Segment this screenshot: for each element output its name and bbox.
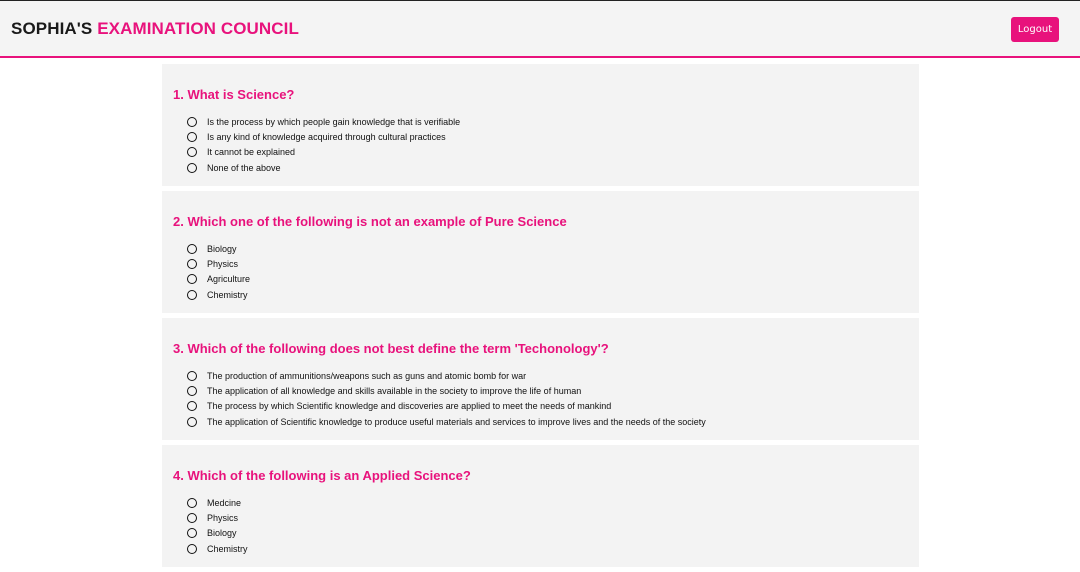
radio-button[interactable] (187, 259, 197, 269)
option-label: Biology (207, 243, 237, 254)
question-card (162, 318, 919, 440)
radio-button[interactable] (187, 132, 197, 142)
option-label: Agriculture (207, 274, 251, 285)
brand-owner: SOPHIA'S (11, 19, 93, 38)
radio-button[interactable] (187, 401, 197, 411)
radio-button[interactable] (187, 163, 197, 173)
option-label: It cannot be explained (207, 147, 296, 158)
answer-option[interactable] (173, 414, 919, 429)
option-label: The process by which Scientific knowledge and discoveries are applied to meet the needs of mankind (207, 401, 612, 412)
question-title: 1. What is Science? (173, 87, 295, 102)
radio-button[interactable] (187, 544, 197, 554)
answer-option[interactable] (173, 160, 919, 175)
answer-option[interactable] (173, 114, 919, 129)
answer-option[interactable] (173, 256, 919, 271)
site-title (11, 19, 299, 39)
question-card (162, 191, 919, 313)
answer-option[interactable] (173, 495, 919, 510)
question-list (162, 64, 919, 572)
question-card (162, 64, 919, 186)
brand-council: EXAMINATION COUNCIL (97, 19, 299, 38)
option-label: None of the above (207, 162, 281, 173)
option-label: The production of ammunitions/weapons such as guns and atomic bomb for war (207, 370, 527, 381)
answer-option[interactable] (173, 272, 919, 287)
option-label: Physics (207, 258, 239, 269)
question-card (162, 445, 919, 567)
radio-button[interactable] (187, 417, 197, 427)
answer-option[interactable] (173, 145, 919, 160)
answer-option[interactable] (173, 399, 919, 414)
answer-option[interactable] (173, 526, 919, 541)
answer-option[interactable] (173, 287, 919, 302)
radio-button[interactable] (187, 513, 197, 523)
option-label: Chemistry (207, 289, 248, 300)
question-title: 2. Which one of the following is not an example of Pure Science (173, 214, 567, 229)
option-label: The application of all knowledge and skills available in the society to improve the life of human (207, 385, 582, 396)
question-title: 3. Which of the following does not best define the term 'Techonology'? (173, 341, 609, 356)
option-label: Biology (207, 528, 237, 539)
radio-button[interactable] (187, 244, 197, 254)
radio-button[interactable] (187, 371, 197, 381)
radio-button[interactable] (187, 290, 197, 300)
answer-option[interactable] (173, 383, 919, 398)
option-label: Is any kind of knowledge acquired through cultural practices (207, 131, 446, 142)
answer-option[interactable] (173, 129, 919, 144)
app-header (0, 0, 1080, 58)
radio-button[interactable] (187, 386, 197, 396)
logout-button[interactable]: Logout (1011, 17, 1059, 42)
answer-option[interactable] (173, 241, 919, 256)
option-label: Is the process by which people gain knowledge that is verifiable (207, 116, 461, 127)
radio-button[interactable] (187, 528, 197, 538)
answer-option[interactable] (173, 541, 919, 556)
radio-button[interactable] (187, 274, 197, 284)
option-label: Medcine (207, 497, 242, 508)
question-title: 4. Which of the following is an Applied Science? (173, 468, 471, 483)
option-label: Chemistry (207, 543, 248, 554)
answer-option[interactable] (173, 510, 919, 525)
radio-button[interactable] (187, 498, 197, 508)
radio-button[interactable] (187, 117, 197, 127)
option-label: The application of Scientific knowledge to produce useful materials and services to improve lives and the needs of the society (207, 416, 706, 427)
answer-option[interactable] (173, 368, 919, 383)
radio-button[interactable] (187, 147, 197, 157)
option-label: Physics (207, 512, 239, 523)
